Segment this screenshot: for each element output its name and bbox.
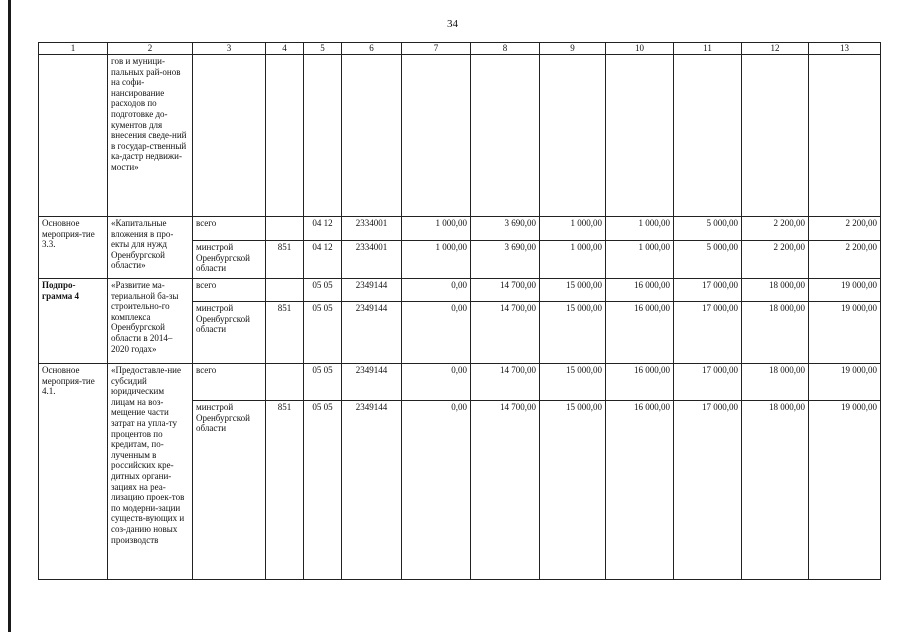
cell-c3: всего <box>193 364 266 401</box>
page-number: 34 <box>447 18 458 30</box>
cell-c9: 15 000,00 <box>540 401 606 580</box>
cell-c4 <box>266 217 304 241</box>
cell-c12: 18 000,00 <box>742 279 809 302</box>
continuation-row <box>39 55 881 217</box>
item-name: «Развитие ма-териальной ба-зы строительно-го комплекса Оренбургской области в 2014–2020 годах» <box>108 279 193 364</box>
cell-c6: 2349144 <box>342 279 402 302</box>
cell-c6: 2334001 <box>342 217 402 241</box>
cell-c7: 0,00 <box>402 279 471 302</box>
cell-c13: 19 000,00 <box>809 401 881 580</box>
table-row <box>39 364 881 401</box>
column-header: 8 <box>471 43 540 55</box>
label-cell <box>39 55 108 217</box>
cell-c8: 3 690,00 <box>471 217 540 241</box>
cell-c4: 851 <box>266 302 304 364</box>
item-name: «Капитальные вложения в про-екты для нужд Оренбургской области» <box>108 217 193 279</box>
table-row <box>39 217 881 241</box>
cell-c6: 2349144 <box>342 302 402 364</box>
cell-c11: 5 000,00 <box>674 241 742 279</box>
cell-c7: 0,00 <box>402 364 471 401</box>
cell-c8: 14 700,00 <box>471 302 540 364</box>
cell-c12: 18 000,00 <box>742 401 809 580</box>
cell-c5: 05 05 <box>304 302 342 364</box>
column-header: 13 <box>809 43 881 55</box>
cell-c3: минстрой Оренбургской области <box>193 401 266 580</box>
column-header: 1 <box>39 43 108 55</box>
cell-c8: 14 700,00 <box>471 364 540 401</box>
cell-c11: 17 000,00 <box>674 302 742 364</box>
cell-c8: 3 690,00 <box>471 241 540 279</box>
cell-c9: 15 000,00 <box>540 364 606 401</box>
column-header: 6 <box>342 43 402 55</box>
item-label: Основное мероприя-тие 3.3. <box>39 217 108 279</box>
budget-table <box>38 42 881 580</box>
cell-c9: 1 000,00 <box>540 241 606 279</box>
cell-c3: минстрой Оренбургской области <box>193 241 266 279</box>
cell-c8: 14 700,00 <box>471 401 540 580</box>
cell-c12: 18 000,00 <box>742 302 809 364</box>
cell-c10: 16 000,00 <box>606 364 674 401</box>
column-header: 11 <box>674 43 742 55</box>
cell-c4 <box>266 279 304 302</box>
cell-c5: 05 05 <box>304 401 342 580</box>
column-header: 7 <box>402 43 471 55</box>
item-name: «Предоставле-ние субсидий юридическим лицам на воз-мещение части затрат на упла-ту процентов по кредитам, по-лученным в российских кре-дитных органи-зациях на реа-лизацию проек-тов по модерни-зации существ-вующих и соз-данию новых производств <box>108 364 193 580</box>
cell-c5: 04 12 <box>304 241 342 279</box>
cell-c4 <box>266 364 304 401</box>
cell-c3: минстрой Оренбургской области <box>193 302 266 364</box>
cell-c9: 15 000,00 <box>540 279 606 302</box>
cell-c11: 17 000,00 <box>674 364 742 401</box>
cell-c4: 851 <box>266 401 304 580</box>
column-header: 2 <box>108 43 193 55</box>
cell-c13: 19 000,00 <box>809 364 881 401</box>
cell-c5: 05 05 <box>304 279 342 302</box>
cell-c4: 851 <box>266 241 304 279</box>
cell-c3: всего <box>193 217 266 241</box>
cell-c11: 17 000,00 <box>674 401 742 580</box>
cell-c9: 1 000,00 <box>540 217 606 241</box>
cell-c10: 16 000,00 <box>606 401 674 580</box>
cell-c5: 04 12 <box>304 217 342 241</box>
header-row <box>39 43 881 55</box>
cell-c11: 17 000,00 <box>674 279 742 302</box>
cell-c6: 2349144 <box>342 401 402 580</box>
table-row <box>39 279 881 302</box>
cell-c13: 2 200,00 <box>809 241 881 279</box>
column-header: 4 <box>266 43 304 55</box>
cell-c7: 1 000,00 <box>402 217 471 241</box>
column-header: 12 <box>742 43 809 55</box>
column-header: 9 <box>540 43 606 55</box>
column-header: 3 <box>193 43 266 55</box>
cell-c6: 2349144 <box>342 364 402 401</box>
cell-c13: 19 000,00 <box>809 302 881 364</box>
cell-c6: 2334001 <box>342 241 402 279</box>
cell-c7: 1 000,00 <box>402 241 471 279</box>
cell-c13: 2 200,00 <box>809 217 881 241</box>
cell-c10: 16 000,00 <box>606 302 674 364</box>
cell-c7: 0,00 <box>402 401 471 580</box>
cell-c3: всего <box>193 279 266 302</box>
cell-c12: 18 000,00 <box>742 364 809 401</box>
cell-c10: 16 000,00 <box>606 279 674 302</box>
cell-c12: 2 200,00 <box>742 217 809 241</box>
cell-c9: 15 000,00 <box>540 302 606 364</box>
item-label: Основное мероприя-тие 4.1. <box>39 364 108 580</box>
cell-c7: 0,00 <box>402 302 471 364</box>
cell-c13: 19 000,00 <box>809 279 881 302</box>
cell-c10: 1 000,00 <box>606 217 674 241</box>
cell-c10: 1 000,00 <box>606 241 674 279</box>
cell-c11: 5 000,00 <box>674 217 742 241</box>
cell-c12: 2 200,00 <box>742 241 809 279</box>
column-header: 10 <box>606 43 674 55</box>
name-cell: гов и муници-пальных рай-онов на софи-нансирование расходов по подготовке до-кументов для внесения сведе-ний в государ-ственный ка-дастр недвижи-мости» <box>108 55 193 217</box>
page-margin-bar <box>8 0 11 632</box>
cell-c5: 05 05 <box>304 364 342 401</box>
item-label: Подпро-грамма 4 <box>39 279 108 364</box>
cell-c8: 14 700,00 <box>471 279 540 302</box>
column-header: 5 <box>304 43 342 55</box>
